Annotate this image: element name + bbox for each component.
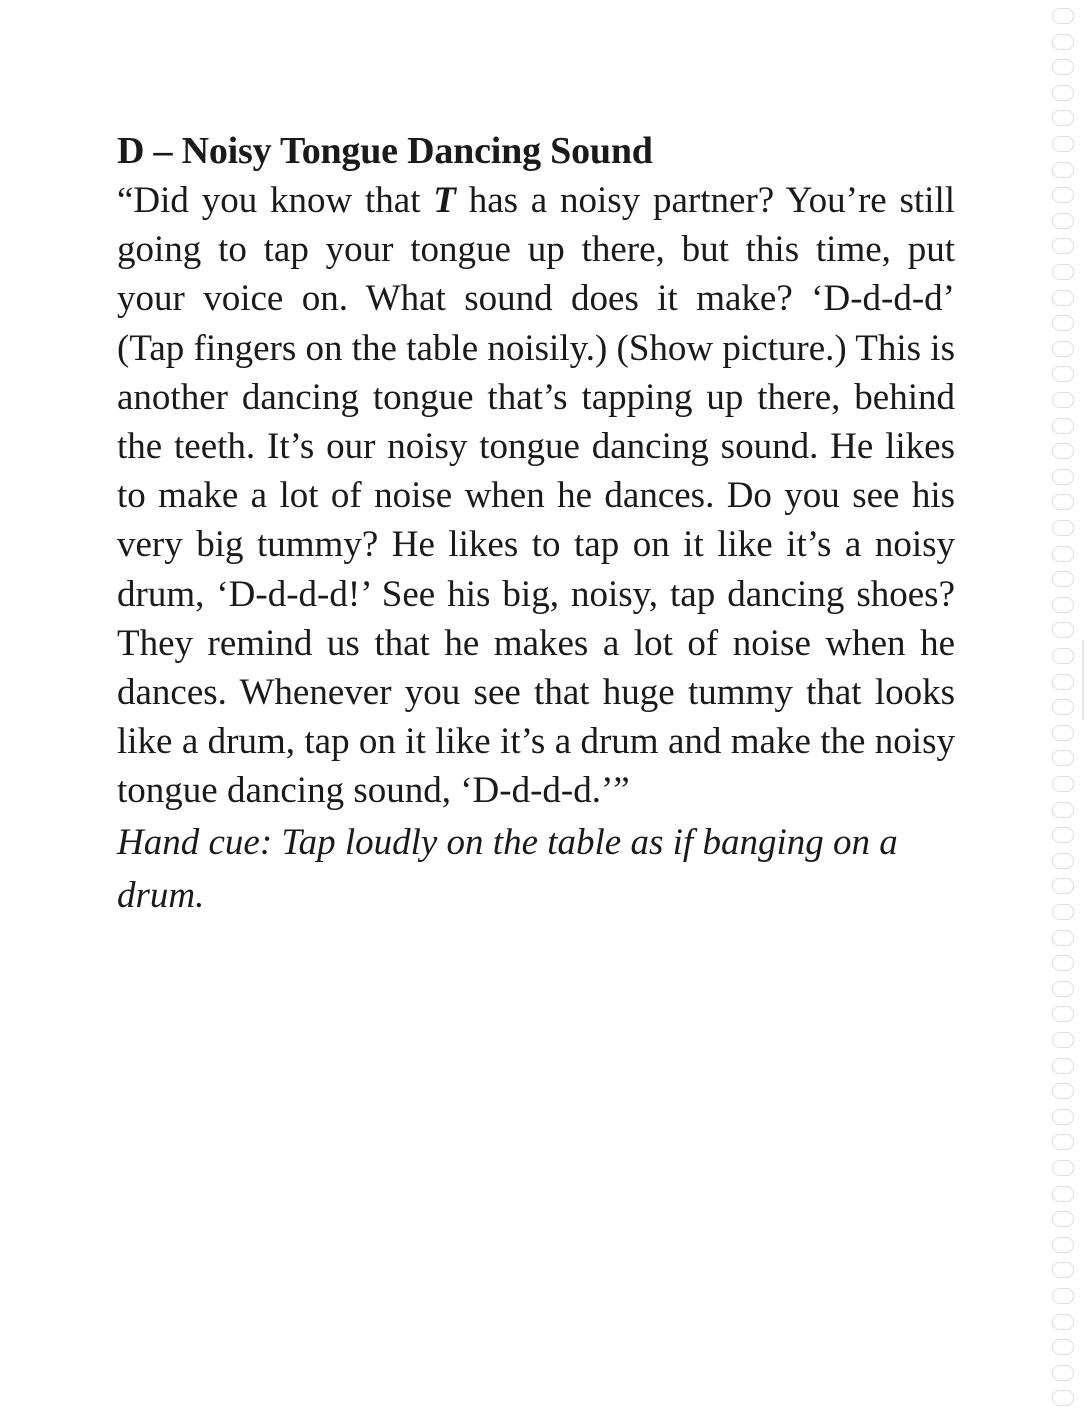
binding-hole bbox=[1052, 1390, 1074, 1406]
binding-hole bbox=[1052, 1032, 1074, 1048]
binding-hole bbox=[1052, 1314, 1074, 1330]
body-text-start: “Did you know that bbox=[117, 180, 434, 221]
spiral-binding bbox=[1052, 0, 1078, 1408]
binding-hole bbox=[1052, 34, 1074, 50]
binding-hole bbox=[1052, 1186, 1074, 1202]
binding-hole bbox=[1052, 469, 1074, 485]
binding-hole bbox=[1052, 750, 1074, 766]
binding-hole bbox=[1052, 1109, 1074, 1125]
emphasized-letter: T bbox=[433, 180, 456, 221]
binding-hole bbox=[1052, 136, 1074, 152]
binding-hole bbox=[1052, 699, 1074, 715]
binding-hole bbox=[1052, 85, 1074, 101]
binding-hole bbox=[1052, 110, 1074, 126]
binding-hole bbox=[1052, 1288, 1074, 1304]
binding-hole bbox=[1052, 546, 1074, 562]
binding-hole bbox=[1052, 213, 1074, 229]
section-title: D – Noisy Tongue Dancing Sound bbox=[117, 130, 653, 172]
binding-hole bbox=[1052, 290, 1074, 306]
binding-hole bbox=[1052, 238, 1074, 254]
binding-hole bbox=[1052, 1083, 1074, 1099]
body-text-rest: has a noisy partner? You’re still going to tap your tongue up there, but this time, put your voice on. What sound does it make? ‘D-d-d-d’ (Tap fingers on the table noisily.) (Show picture.) This is another dancing tongue that’s tapping up there, behind the teeth. It’s our noisy tongue dancing sound. He likes to make a lot of noise when he dances. Do you see his very big tummy? He likes to tap on it like it’s a noisy drum, ‘D-d-d-d!’ See his big, noisy, tap dancing shoes? They remind us that he makes a lot of noise when he dances. Whenever you see that huge tummy that looks like a drum, tap on it like it’s a drum and make the noisy tongue dancing sound, ‘D-d-d-d.’” bbox=[117, 180, 955, 812]
binding-hole bbox=[1052, 622, 1074, 638]
binding-hole bbox=[1052, 418, 1074, 434]
binding-hole bbox=[1052, 776, 1074, 792]
binding-hole bbox=[1052, 1262, 1074, 1278]
binding-hole bbox=[1052, 597, 1074, 613]
binding-hole bbox=[1052, 1211, 1074, 1227]
binding-hole bbox=[1052, 725, 1074, 741]
binding-hole bbox=[1052, 1006, 1074, 1022]
binding-hole bbox=[1052, 341, 1074, 357]
binding-hole bbox=[1052, 1058, 1074, 1074]
binding-hole bbox=[1052, 674, 1074, 690]
binding-hole bbox=[1052, 520, 1074, 536]
binding-hole bbox=[1052, 8, 1074, 24]
binding-hole bbox=[1052, 827, 1074, 843]
binding-hole bbox=[1052, 955, 1074, 971]
binding-hole bbox=[1052, 264, 1074, 280]
binding-hole bbox=[1052, 1365, 1074, 1381]
binding-hole bbox=[1052, 392, 1074, 408]
binding-hole bbox=[1052, 443, 1074, 459]
binding-hole bbox=[1052, 187, 1074, 203]
hand-cue: Hand cue: Tap loudly on the table as if banging on a drum. bbox=[117, 821, 898, 916]
binding-hole bbox=[1052, 1134, 1074, 1150]
binding-hole bbox=[1052, 878, 1074, 894]
binding-hole bbox=[1052, 571, 1074, 587]
page-edge-mark bbox=[1082, 640, 1084, 720]
section-body bbox=[117, 176, 955, 816]
binding-hole bbox=[1052, 1237, 1074, 1253]
binding-hole bbox=[1052, 315, 1074, 331]
section-content bbox=[117, 126, 955, 922]
binding-hole bbox=[1052, 904, 1074, 920]
binding-hole bbox=[1052, 802, 1074, 818]
binding-hole bbox=[1052, 494, 1074, 510]
binding-hole bbox=[1052, 1339, 1074, 1355]
binding-hole bbox=[1052, 366, 1074, 382]
binding-hole bbox=[1052, 853, 1074, 869]
binding-hole bbox=[1052, 648, 1074, 664]
binding-hole bbox=[1052, 162, 1074, 178]
binding-hole bbox=[1052, 981, 1074, 997]
binding-hole bbox=[1052, 59, 1074, 75]
binding-hole bbox=[1052, 1160, 1074, 1176]
binding-hole bbox=[1052, 930, 1074, 946]
